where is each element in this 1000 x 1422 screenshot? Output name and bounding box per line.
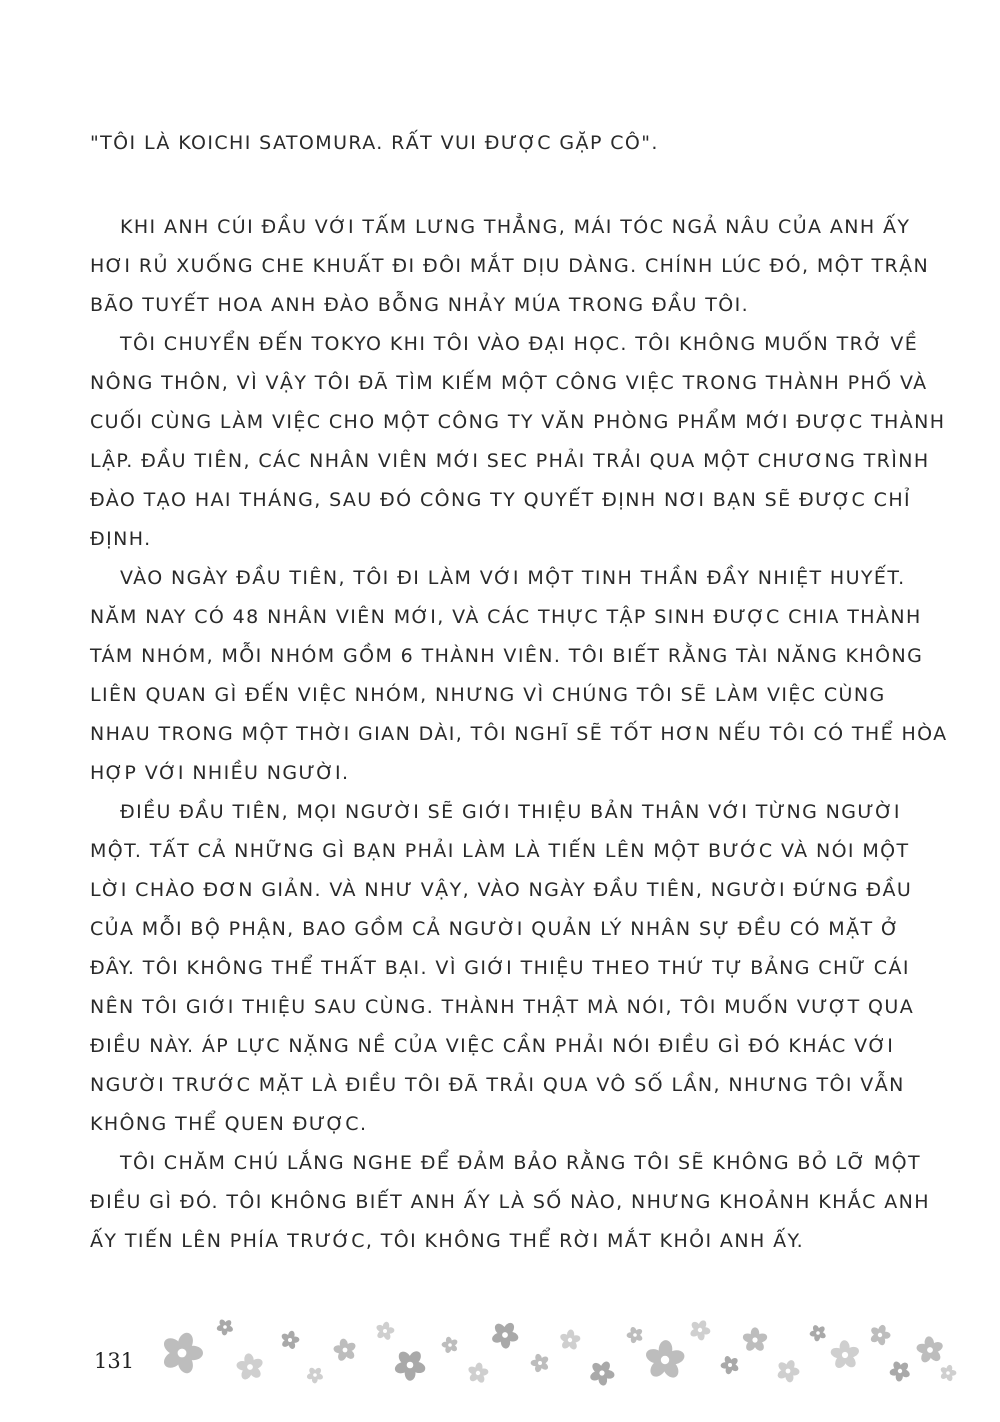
paragraph: TÔI CHUYỂN ĐẾN TOKYO KHI TÔI VÀO ĐẠI HỌC. TÔI KHÔNG MUỐN TRỞ VỀ NÔNG THÔN, VÌ VẬY TÔI ĐÃ TÌM KIẾM MỘT CÔNG VIỆC TRONG THÀNH PHỐ VÀ CUỐI CÙNG LÀM VIỆC CHO MỘT CÔNG TY VĂN PHÒNG PHẨM MỚI ĐƯỢC THÀNH LẬP. ĐẦU TIÊN, CÁC NHÂN VIÊN MỚI SEC PHẢI TRẢI QUA MỘT CHƯƠNG TRÌNH ĐÀO TẠO HAI THÁNG, SAU ĐÓ CÔNG TY QUYẾT ĐỊNH NƠI BẠN SẼ ĐƯỢC CHỈ ĐỊNH.: [90, 333, 946, 550]
flower-icon: [589, 1360, 615, 1386]
flower-icon: [809, 1324, 827, 1342]
flower-icon: [889, 1360, 911, 1382]
flower-icon: [869, 1324, 890, 1346]
paragraph: VÀO NGÀY ĐẦU TIÊN, TÔI ĐI LÀM VỚI MỘT TINH THẦN ĐẦY NHIỆT HUYẾT. NĂM NAY CÓ 48 NHÂN VIÊN MỚI, VÀ CÁC THỰC TẬP SINH ĐƯỢC CHIA THÀNH TÁM NHÓM, MỖI NHÓM GỒM 6 THÀNH VIÊN. TÔI BIẾT RẰNG TÀI NĂNG KHÔNG LIÊN QUAN GÌ ĐẾN VIỆC NHÓM, NHƯNG VÌ CHÚNG TÔI SẼ LÀM VIỆC CÙNG NHAU TRONG MỘT THỜI GIAN DÀI, TÔI NGHĨ SẼ TỐT HƠN NẾU TÔI CÓ THỂ HÒA HỢP VỚI NHIỀU NGƯỜI.: [90, 567, 948, 784]
flower-icon: [236, 1353, 265, 1381]
flower-icon: [333, 1338, 357, 1362]
paragraph: TÔI CHĂM CHÚ LẮNG NGHE ĐỂ ĐẢM BẢO RẰNG TÔI SẼ KHÔNG BỎ LỠ MỘT ĐIỀU GÌ ĐÓ. TÔI KHÔNG BIẾT ANH ẤY LÀ SỐ NÀO, NHƯNG KHOẢNH KHẮC ANH ẤY TIẾN LÊN PHÍA TRƯỚC, TÔI KHÔNG THỂ RỜI MẮT KHỎI ANH ẤY.: [90, 1152, 930, 1252]
flower-border: [140, 1305, 960, 1395]
flower-icon: [441, 1336, 458, 1354]
flower-icon: [689, 1319, 711, 1341]
flower-icon: [916, 1336, 945, 1364]
flower-icon: [375, 1321, 395, 1341]
flower-icon: [531, 1353, 550, 1373]
flower-icon: [644, 1340, 686, 1381]
flower-icon: [280, 1330, 299, 1350]
flower-icon: [216, 1318, 234, 1335]
flower-icon: [627, 1326, 644, 1344]
paragraph: KHI ANH CÚI ĐẦU VỚI TẤM LƯNG THẲNG, MÁI TÓC NGẢ NÂU CỦA ANH ẤY HƠI RỦ XUỐNG CHE KHUẤT ĐI ĐÔI MẮT DỊU DÀNG. CHÍNH LÚC ĐÓ, MỘT TRẬN BÃO TUYẾT HOA ANH ĐÀO BỖNG NHẢY MÚA TRONG ĐẦU TÔI.: [90, 216, 930, 316]
flower-icon: [776, 1359, 800, 1383]
opening-quote: "TÔI LÀ KOICHI SATOMURA. RẤT VUI ĐƯỢC GẶP CÔ".: [90, 132, 659, 154]
page-number: 131: [94, 1349, 135, 1373]
flower-icon: [467, 1362, 489, 1384]
flower-icon: [939, 1364, 956, 1382]
flower-icon: [559, 1329, 581, 1351]
flower-icon: [491, 1321, 520, 1349]
paragraph: ĐIỀU ĐẦU TIÊN, MỌI NGƯỜI SẼ GIỚI THIỆU BẢN THÂN VỚI TỪNG NGƯỜI MỘT. TẤT CẢ NHỮNG GÌ BẠN PHẢI LÀM LÀ TIẾN LÊN MỘT BƯỚC VÀ NÓI MỘT LỜI CHÀO ĐƠN GIẢN. VÀ NHƯ VẬY, VÀO NGÀY ĐẦU TIÊN, NGƯỜI ĐỨNG ĐẦU CỦA MỖI BỘ PHẬN, BAO GỒM CẢ NGƯỜI QUẢN LÝ NHÂN SỰ ĐỀU CÓ MẶT Ở ĐÂY. TÔI KHÔNG THỂ THẤT BẠI. VÌ GIỚI THIỆU THEO THỨ TỰ BẢNG CHỮ CÁI NÊN TÔI GIỚI THIỆU SAU CÙNG. THÀNH THẬT MÀ NÓI, TÔI MUỐN VƯỢT QUA ĐIỀU NÀY. ÁP LỰC NẶNG NỀ CỦA VIỆC CẦN PHẢI NÓI ĐIỀU GÌ ĐÓ KHÁC VỚI NGƯỜI TRƯỚC MẶT LÀ ĐIỀU TÔI ĐÃ TRẢI QUA VÔ SỐ LẦN, NHƯNG TÔI VẪN KHÔNG THỂ QUEN ĐƯỢC.: [90, 801, 915, 1135]
flower-icon: [742, 1327, 769, 1352]
flower-icon: [720, 1355, 739, 1375]
flower-icon: [161, 1331, 203, 1375]
flower-icon: [306, 1366, 324, 1383]
flower-icon: [830, 1340, 861, 1370]
flower-icon: [393, 1349, 426, 1381]
page-text: [90, 124, 950, 1261]
